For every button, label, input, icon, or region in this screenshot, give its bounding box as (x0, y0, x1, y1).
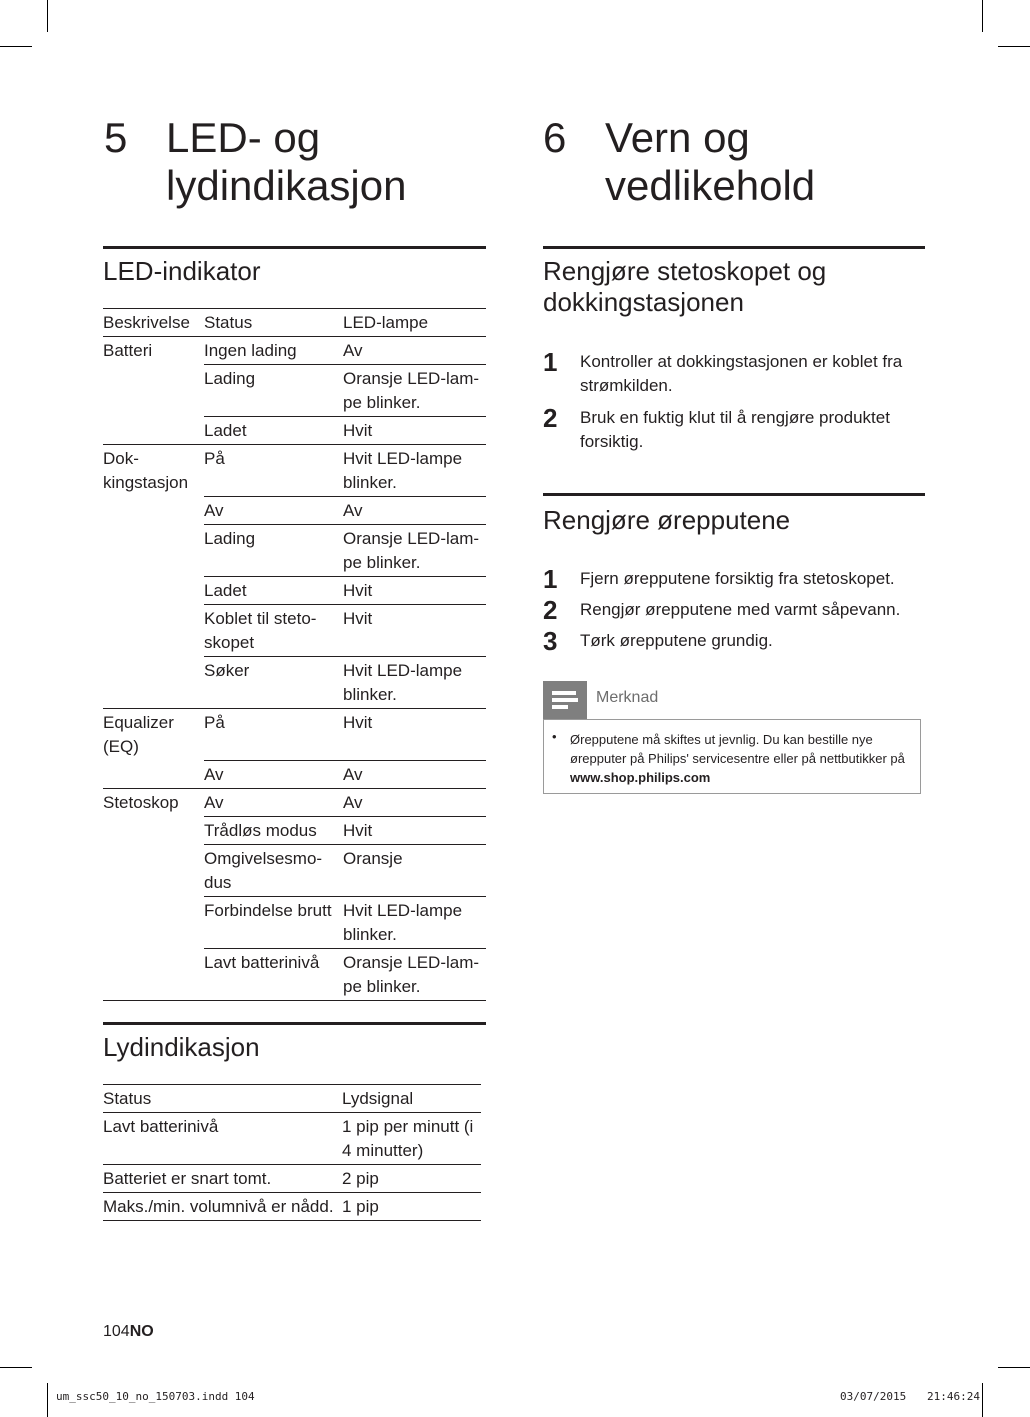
table-cell: Hvit (343, 417, 486, 445)
table-cell: Lading (204, 525, 343, 577)
column-header: Status (103, 1085, 342, 1113)
chapter-title: Vern og vedlikehold (605, 114, 816, 209)
table-cell: Av (204, 788, 343, 816)
note-text (570, 730, 910, 787)
table-cell: 1 pip (342, 1193, 481, 1221)
table-cell: Oransje (343, 844, 486, 896)
column-header: LED-lampe (343, 309, 486, 337)
table-row (103, 365, 486, 417)
table-row (103, 525, 486, 577)
note-bullet: • (552, 729, 557, 744)
table-row (103, 417, 486, 445)
table-cell: Hvit LED-lampe blinker. (343, 445, 486, 497)
crop-mark (982, 1383, 983, 1417)
section-rule (103, 1022, 486, 1025)
table-cell: Hvit (343, 816, 486, 844)
step-number: 1 (543, 564, 558, 594)
footer-file: um_ssc50_10_no_150703.indd 104 (56, 1390, 255, 1403)
clean-dock-steps (543, 347, 925, 462)
led-table (103, 308, 486, 1001)
note-icon (543, 681, 587, 719)
crop-mark (47, 1383, 48, 1417)
table-row (103, 844, 486, 896)
table-cell (103, 896, 204, 948)
crop-mark (998, 46, 1030, 47)
table-cell: Ladet (204, 577, 343, 605)
page-number-value: 104 (103, 1323, 130, 1340)
clean-dock-title: Rengjøre stetoskopet og dokkingstasjonen (543, 256, 827, 317)
table-cell: Av (343, 337, 486, 365)
table-cell: Dok-kingstasjon (103, 449, 189, 492)
table-cell (103, 605, 204, 657)
sound-table-header (103, 1085, 481, 1113)
page-language: NO (129, 1323, 154, 1340)
table-row (103, 816, 486, 844)
table-row (103, 1193, 481, 1221)
table-row (103, 760, 486, 788)
step-item (543, 626, 925, 656)
footer-date: 03/07/2015 (840, 1390, 907, 1403)
clean-ear-title: Rengjøre ørepputene (543, 505, 791, 535)
table-cell: Lavt batterinivå (103, 1113, 342, 1165)
section-rule (103, 246, 486, 249)
step-number: 1 (543, 347, 558, 377)
table-row (103, 788, 486, 816)
table-cell: Forbindelse brutt (204, 896, 343, 948)
crop-mark (0, 1367, 32, 1368)
table-cell: Ingen lading (204, 337, 343, 365)
step-text: Tørk ørepputene grundig. (580, 631, 773, 650)
column-header: Beskrivelse (103, 309, 204, 337)
table-cell: Av (343, 497, 486, 525)
chapter-number: 5 (104, 114, 128, 161)
table-cell: Søker (204, 657, 343, 709)
crop-mark (982, 0, 983, 32)
table-cell (103, 577, 204, 605)
table-cell: Batteriet er snart tomt. (103, 1165, 342, 1193)
led-table-header (103, 309, 486, 337)
led-section-title: LED-indikator (103, 256, 261, 286)
step-text: Rengjør ørepputene med varmt såpevann. (580, 600, 901, 619)
table-cell: Av (343, 760, 486, 788)
table-cell: Maks./min. volumnivå er nådd. (103, 1193, 342, 1221)
column-header: Lydsignal (342, 1085, 481, 1113)
table-cell: Oransje LED-lam-pe blinker. (343, 365, 486, 417)
clean-ear-steps (543, 564, 925, 660)
table-cell (103, 657, 204, 709)
table-row (103, 709, 486, 761)
table-cell: Hvit (343, 605, 486, 657)
table-cell: Oransje LED-lam-pe blinker. (343, 948, 486, 1000)
table-cell: Ladet (204, 417, 343, 445)
table-cell: På (204, 709, 343, 761)
table-cell (103, 816, 204, 844)
crop-mark (0, 46, 32, 47)
table-cell: Hvit LED-lampe blinker. (343, 896, 486, 948)
step-item (543, 403, 925, 454)
table-row (103, 1113, 481, 1165)
step-text: Bruk en fuktig klut til å rengjøre produktet forsiktig. (580, 408, 890, 451)
page-number (103, 1323, 154, 1341)
column-header: Status (204, 309, 343, 337)
table-row (103, 896, 486, 948)
table-cell: Koblet til steto-skopet (204, 605, 343, 657)
table-cell (103, 497, 204, 525)
table-cell: 2 pip (342, 1165, 481, 1193)
table-cell: Av (204, 497, 343, 525)
table-cell (103, 417, 204, 445)
table-cell: Hvit (343, 577, 486, 605)
table-row (103, 337, 486, 365)
table-cell: Hvit (343, 709, 486, 761)
step-number: 2 (543, 403, 558, 433)
table-cell: 1 pip per minutt (i 4 minutter) (342, 1113, 481, 1165)
shop-link[interactable]: www.shop.philips.com (570, 770, 711, 785)
note-label: Merknad (596, 689, 659, 706)
table-cell: Lavt batterinivå (204, 948, 343, 1000)
table-cell: Hvit LED-lampe blinker. (343, 657, 486, 709)
table-row (103, 497, 486, 525)
table-row (103, 445, 486, 497)
table-cell: Lading (204, 365, 343, 417)
sound-table (103, 1084, 481, 1221)
chapter-number: 6 (543, 114, 567, 161)
table-cell (103, 760, 204, 788)
crop-mark (998, 1367, 1030, 1368)
table-row (103, 605, 486, 657)
chapter-title: LED- og lydindikasjon (166, 114, 407, 209)
table-row (103, 657, 486, 709)
section-rule (543, 246, 925, 249)
table-cell (103, 365, 204, 417)
note-body: Ørepputene må skiftes ut jevnlig. Du kan bestille nye ørepputer på Philips' servicesentre eller på nettbutikker på (570, 732, 905, 766)
table-row (103, 948, 486, 1000)
sound-section-title: Lydindikasjon (103, 1032, 260, 1062)
table-cell (103, 844, 204, 896)
step-item (543, 564, 925, 594)
table-cell (103, 948, 204, 1000)
table-cell: På (204, 445, 343, 497)
table-row (103, 1165, 481, 1193)
table-cell: Oransje LED-lam-pe blinker. (343, 525, 486, 577)
table-cell: Equalizer (EQ) (103, 713, 174, 756)
table-cell: Omgivelsesmo-dus (204, 844, 343, 896)
step-item (543, 595, 925, 625)
table-cell: Batteri (103, 341, 153, 360)
step-number: 2 (543, 595, 558, 625)
crop-mark (47, 0, 48, 32)
table-row (103, 577, 486, 605)
table-cell: Stetoskop (103, 792, 179, 812)
step-number: 3 (543, 626, 558, 656)
table-cell (103, 525, 204, 577)
table-cell: Av (343, 788, 486, 816)
step-text: Kontroller at dokkingstasjonen er koblet fra strømkilden. (580, 352, 903, 395)
table-cell: Trådløs modus (204, 816, 343, 844)
footer-time: 21:46:24 (927, 1390, 980, 1403)
step-item (543, 347, 925, 398)
table-cell: Av (204, 760, 343, 788)
step-text: Fjern ørepputene forsiktig fra stetoskopet. (580, 569, 895, 588)
section-rule (543, 493, 925, 496)
